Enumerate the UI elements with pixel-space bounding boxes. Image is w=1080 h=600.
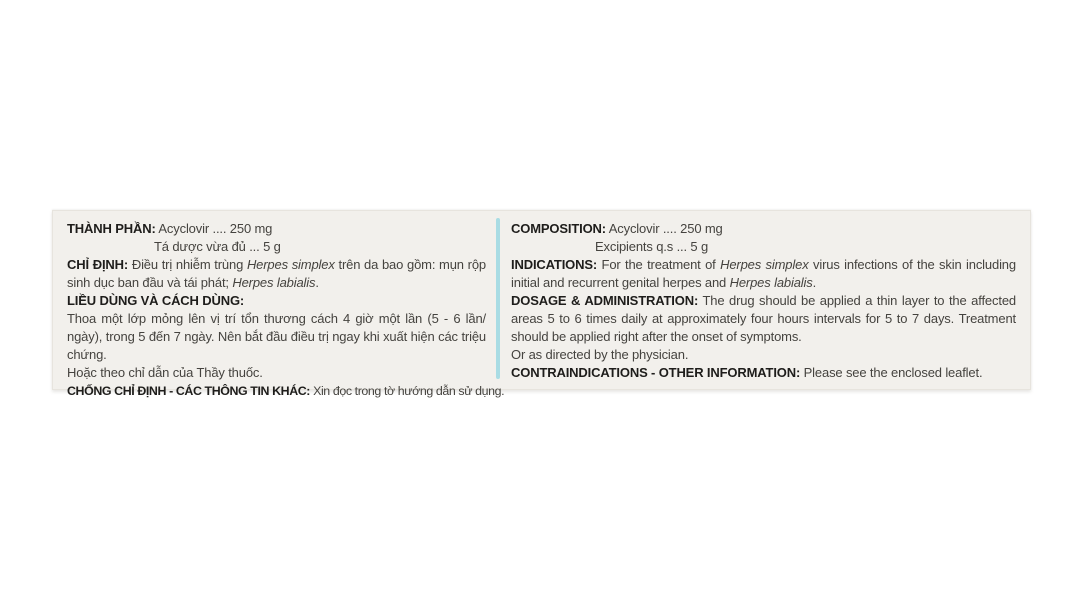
- indications-text-vi: Điều trị nhiễm trùng: [128, 257, 247, 272]
- dosage-heading-vi: [67, 292, 486, 310]
- drug-info-panel: [52, 210, 1031, 398]
- composition-line-vi: [67, 220, 486, 238]
- dosage-physician-line-en: Or as directed by the physician.: [511, 347, 689, 362]
- dosage-physician-line-vi: Hoặc theo chỉ dẫn của Thầy thuốc.: [67, 365, 263, 380]
- herpes-simplex-italic-en: Herpes simplex: [720, 257, 809, 272]
- dosage-text-en: The drug should be applied a thin layer to the affected areas 5 to 6 times daily at approximately four hours intervals for 5 to 7 days. Treatment should be applied right after the onset of symptoms.: [511, 293, 1016, 344]
- indications-text2-vi: trên da bao gồm: mụn rộp sinh dục ban đầu và tái phát;: [67, 257, 486, 290]
- contraindications-text-vi: Xin đọc trong tờ hướng dẫn sử dụng.: [310, 384, 505, 398]
- composition-line-en: [511, 220, 1016, 238]
- dosage-label-vi: LIỀU DÙNG VÀ CÁCH DÙNG:: [67, 293, 245, 308]
- indications-text3-vi: .: [315, 275, 319, 290]
- indications-paragraph-vi: [67, 256, 486, 292]
- contraindications-line-vi: [67, 382, 505, 400]
- contraindications-label-en: CONTRAINDICATIONS - OTHER INFORMATION:: [511, 365, 801, 380]
- composition-value-vi: Acyclovir .... 250 mg: [155, 221, 273, 236]
- dosage-label-en: DOSAGE & ADMINISTRATION:: [511, 293, 699, 308]
- indications-label-en: INDICATIONS:: [511, 257, 598, 272]
- composition-excipient-line-vi: Tá dược vừa đủ ... 5 g: [154, 239, 281, 254]
- indications-label-vi: CHỈ ĐỊNH:: [67, 257, 129, 272]
- dosage-paragraph-vi: Thoa một lớp mỏng lên vị trí tổn thương cách 4 giờ một lần (5 - 6 lần/ ngày), trong 5 đến 7 ngày. Nên bắt đầu điều trị ngay khi xuất hiện các triệu chứng.: [67, 311, 486, 362]
- composition-label-vi: THÀNH PHẦN:: [67, 221, 156, 236]
- herpes-labialis-italic-vi: Herpes labialis: [232, 275, 316, 290]
- english-info-column: [500, 211, 1030, 389]
- contraindications-text-en: Please see the enclosed leaflet.: [800, 365, 983, 380]
- indications-text2-en: virus infections of the skin including initial and recurrent genital herpes and: [511, 257, 1016, 290]
- composition-label-en: COMPOSITION:: [511, 221, 606, 236]
- indications-paragraph-en: [511, 256, 1016, 292]
- indications-text-en: For the treatment of: [597, 257, 721, 272]
- dosage-paragraph-en: [511, 292, 1016, 346]
- contraindications-line-en: [511, 364, 1016, 382]
- composition-value-en: Acyclovir .... 250 mg: [605, 221, 723, 236]
- vietnamese-info-column: [53, 211, 505, 398]
- composition-excipient-line-en: Excipients q.s ... 5 g: [595, 239, 709, 254]
- contraindications-label-vi: CHỐNG CHỈ ĐỊNH - CÁC THÔNG TIN KHÁC:: [67, 384, 311, 398]
- herpes-labialis-italic-en: Herpes labialis: [729, 275, 813, 290]
- herpes-simplex-italic-vi: Herpes simplex: [246, 257, 335, 272]
- indications-text3-en: .: [812, 275, 817, 290]
